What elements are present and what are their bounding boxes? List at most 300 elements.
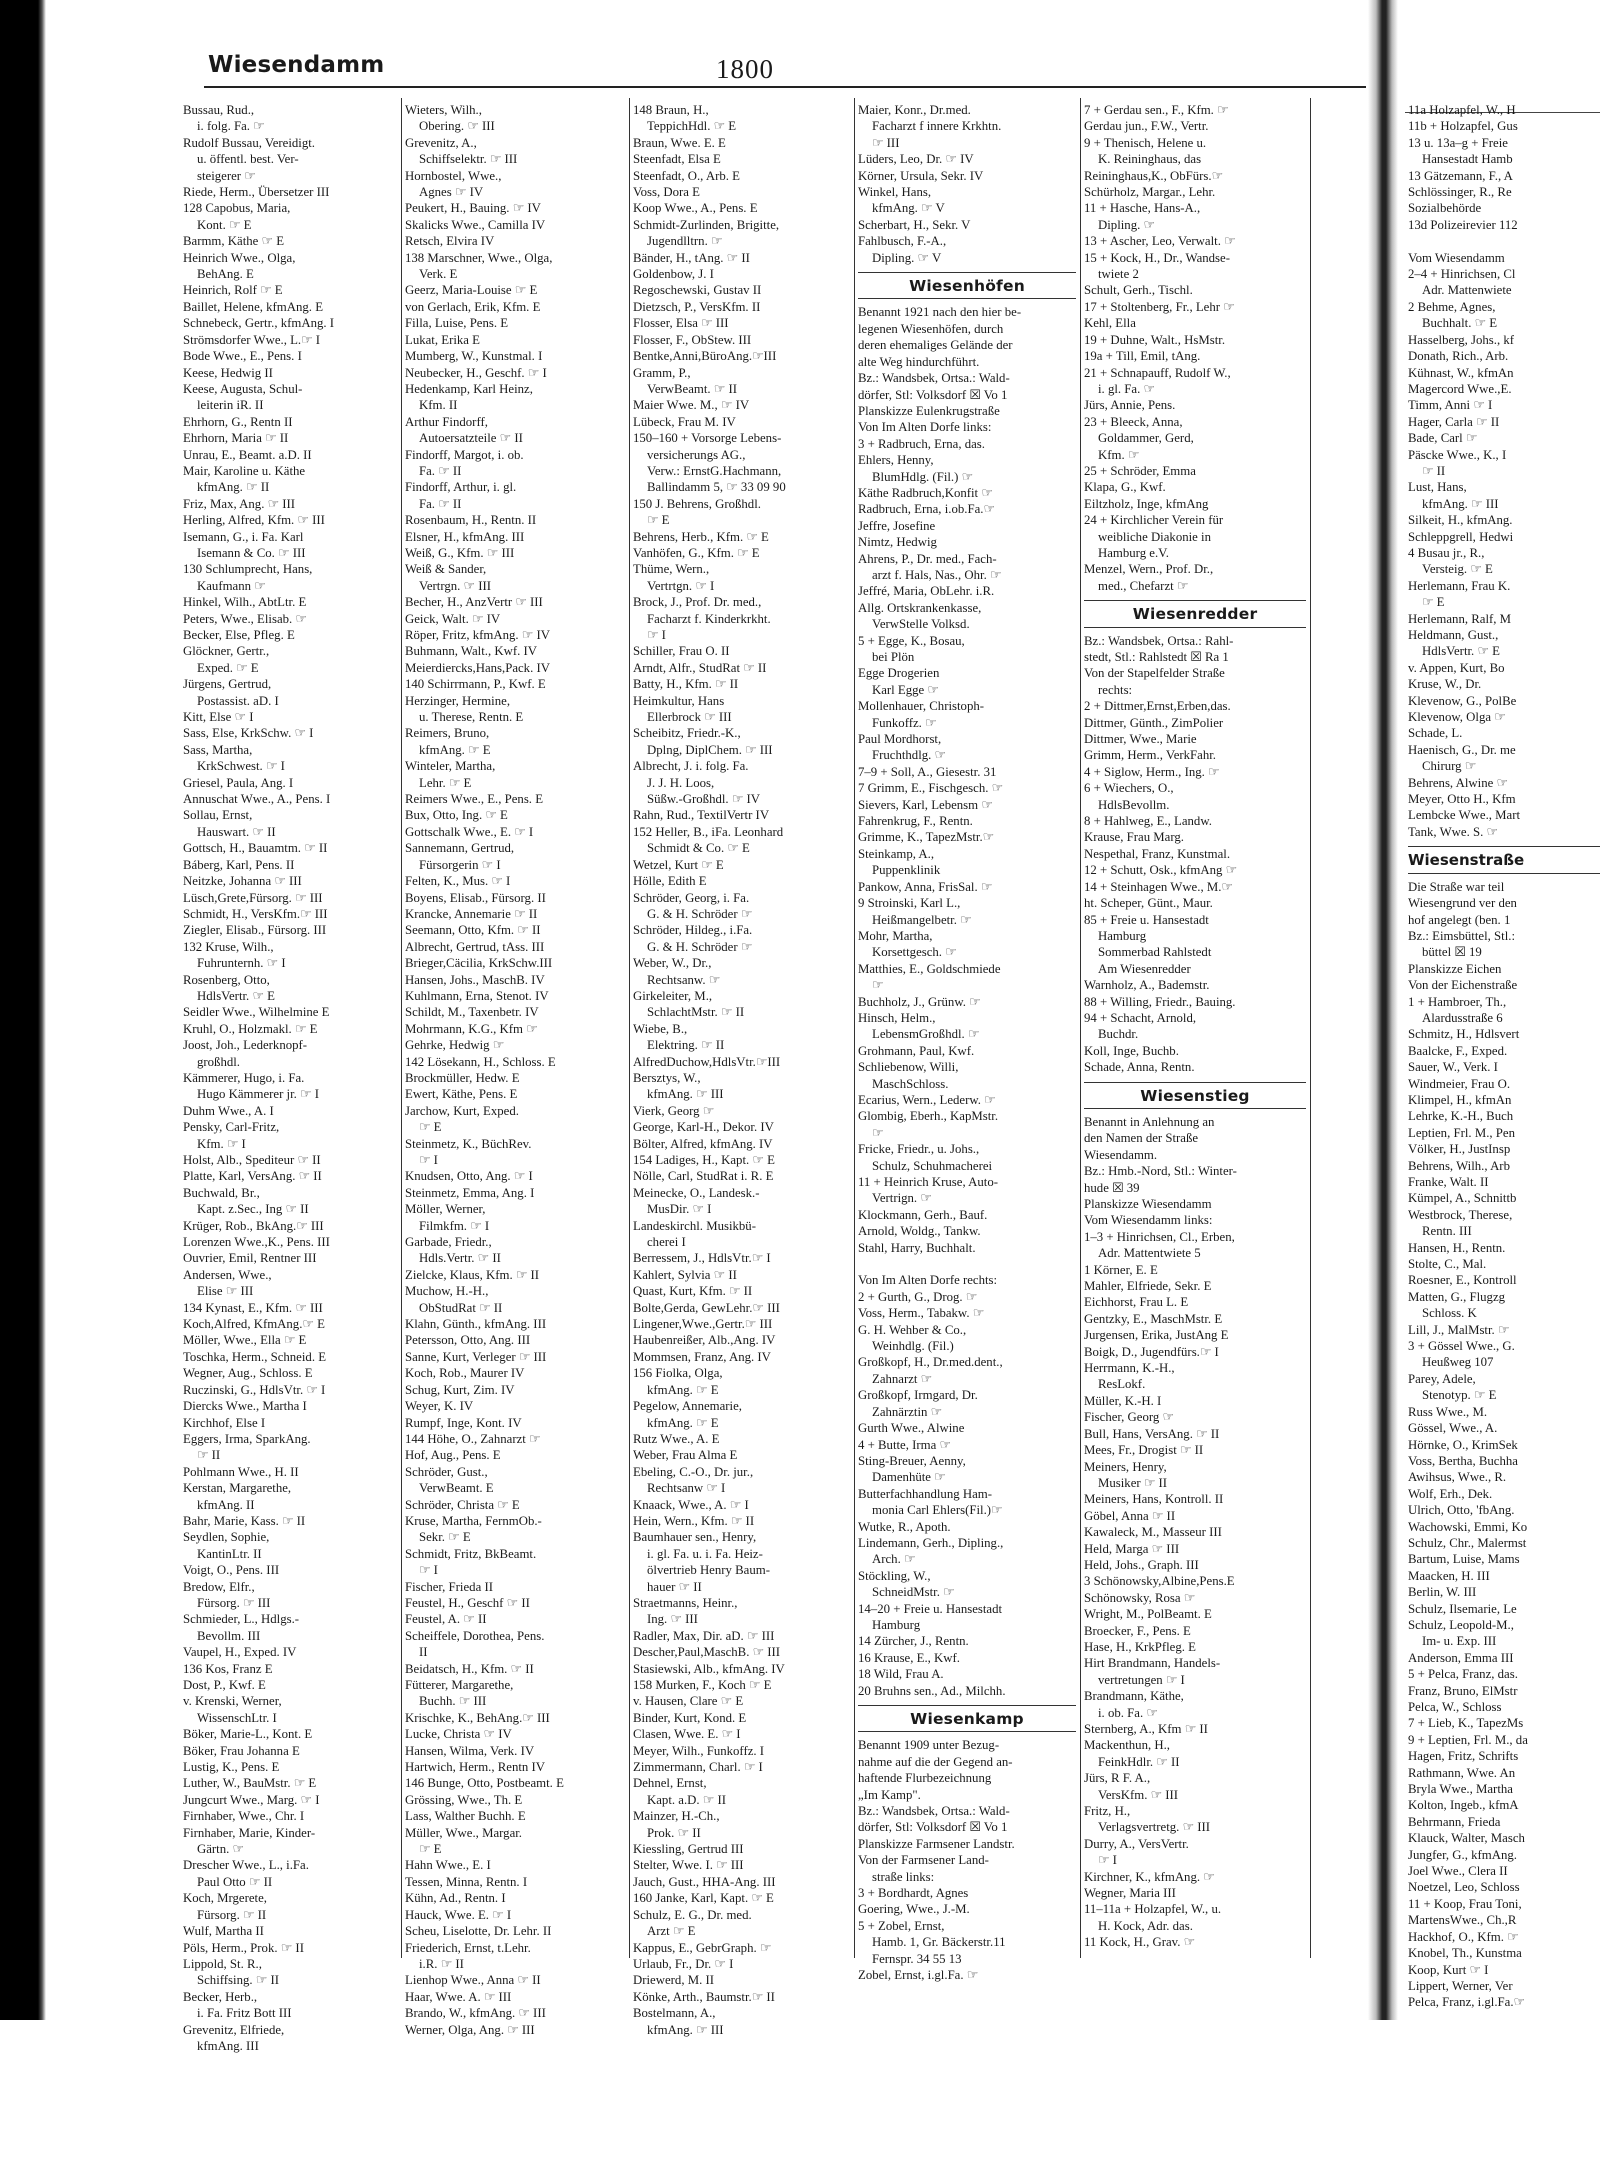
directory-entry: ☞ I (1098, 1853, 1117, 1868)
directory-entry: Hamb. 1, Gr. Bäckerstr.11 (872, 1935, 1006, 1950)
directory-entry: Baumhauer sen., Henry, (633, 1530, 757, 1545)
directory-entry: Schade, L. (1408, 726, 1463, 741)
directory-entry: Hager, Carla ☞ II (1408, 414, 1500, 429)
directory-entry: Russ Wwe., M. (1408, 1404, 1488, 1419)
directory-entry: Buchwald, Br., (183, 1185, 260, 1200)
directory-entry: Planskizze Farmsener Landstr. (858, 1836, 1015, 1851)
directory-entry: Kawaleck, M., Masseur III (1084, 1525, 1222, 1540)
directory-entry: 132 Kruse, Wilh., (183, 939, 274, 954)
directory-entry: Hartwich, Herm., Rentn IV (405, 1760, 546, 1775)
directory-entry: Von Im Alten Dorfe rechts: (858, 1273, 998, 1288)
directory-entry: Sanne, Kurt, Verleger ☞ III (405, 1349, 547, 1364)
directory-entry: BlumHdlg. (Fil.) ☞ (872, 469, 974, 484)
directory-entry: ☞ (872, 1125, 884, 1140)
directory-entry: Lippold, St. R., (183, 1956, 262, 1971)
directory-entry: Girkeleiter, M., (633, 988, 713, 1003)
directory-entry: Flosser, Elsa ☞ III (633, 316, 729, 331)
directory-entry: hude ☒ 39 (1084, 1180, 1140, 1195)
directory-entry: Fa. ☞ II (419, 463, 462, 478)
directory-entry: Schiffselektr. ☞ III (419, 152, 518, 167)
directory-entry: kfmAng. ☞ III (1422, 496, 1499, 511)
directory-entry: Annuschat Wwe., A., Pens. I (183, 792, 331, 807)
directory-entry: Windmeier, Frau O. (1408, 1076, 1511, 1091)
directory-entry: Fahlbusch, F.-A., (858, 234, 947, 249)
directory-entry: Gurth Wwe., Alwine (858, 1421, 965, 1436)
directory-entry: Wutke, R., Apoth. (858, 1519, 951, 1534)
directory-entry: Exped. ☞ E (197, 660, 259, 675)
directory-entry: ☞ I (419, 1153, 438, 1167)
directory-entry: Eichhorst, Frau L. E (1084, 1295, 1189, 1310)
directory-entry: Brockmüller, Hedw. E (405, 1070, 520, 1085)
directory-entry: Päscke Wwe., K., I (1408, 447, 1507, 462)
directory-entry: Ewert, Käthe, Pens. E (405, 1087, 518, 1102)
directory-entry: MusDir. ☞ I (647, 1202, 712, 1217)
directory-entry: Landeskirchl. Musikbü- (633, 1218, 756, 1233)
directory-entry: Fischer, Frieda II (405, 1579, 493, 1594)
directory-entry: Jurgensen, Erika, JustAng E (1084, 1328, 1229, 1343)
directory-entry: 3 + Bordhardt, Agnes (858, 1886, 969, 1901)
directory-entry: Descher,Paul,MaschB. ☞ III (633, 1645, 781, 1660)
directory-entry: Hahn Wwe., E. I (405, 1858, 491, 1873)
directory-entry: Radbruch, Erna, i.ob.Fa.☞ (858, 502, 995, 517)
directory-entry: Göbel, Anna ☞ II (1084, 1508, 1176, 1523)
directory-entry (1408, 233, 1600, 249)
directory-entry: Kaufmann ☞ (197, 578, 266, 593)
directory-entry: Buhmann, Walt., Kwf. IV (405, 644, 538, 659)
directory-entry: Kiessling, Gertrud III (633, 1842, 744, 1857)
directory-entry: Thüme, Wern., (633, 562, 710, 577)
directory-entry: Schönowsky, Rosa ☞ (1084, 1590, 1196, 1605)
directory-entry: Karl Egge ☞ (872, 682, 939, 697)
directory-entry: Kühn, Ad., Rentn. I (405, 1891, 506, 1906)
directory-entry: Held, Marga ☞ III (1084, 1541, 1180, 1556)
directory-entry: Schildt, M., Taxenbetr. IV (405, 1005, 539, 1020)
directory-entry: 1 + Hambroer, Th., (1408, 994, 1507, 1009)
directory-entry: Schröder, Gust., (405, 1464, 488, 1479)
directory-entry: Hackhof, O., Kfm. ☞ (1408, 1929, 1519, 1944)
directory-entry: Wachowski, Emmi, Ko (1408, 1519, 1528, 1534)
directory-entry: Feustel, A. ☞ II (405, 1612, 487, 1627)
directory-entry: v. Krenski, Werner, (183, 1694, 282, 1709)
directory-entry: George, Karl-H., Dekor. IV (633, 1120, 774, 1135)
directory-entry: Warnholz, A., Bademstr. (1084, 978, 1210, 993)
directory-entry: 142 Lösekann, H., Schloss. E (405, 1054, 556, 1069)
directory-entry: Glöckner, Gertr., (183, 644, 270, 659)
directory-entry: Wolf, Erh., Dek. (1408, 1486, 1493, 1501)
directory-entry: Wieters, Wilh., (405, 103, 482, 117)
directory-entry: Geick, Walt. ☞ IV (405, 611, 501, 626)
directory-entry: Grössing, Wwe., Th. E (405, 1792, 523, 1807)
directory-entry: Möller, Werner, (405, 1202, 486, 1217)
directory-entry: Körner, Ursula, Sekr. IV (858, 168, 984, 183)
directory-entry: dörfer, Stl: Volksdorf ☒ Vo 1 (858, 1820, 1008, 1835)
directory-entry: Joel Wwe., Clera II (1408, 1864, 1508, 1879)
directory-entry: Griesel, Paula, Ang. I (183, 775, 294, 790)
directory-entry: HdlsBevollm. (1098, 797, 1170, 812)
directory-entry: Krause, Frau Marg. (1084, 830, 1184, 845)
directory-entry: Zimmermann, Charl. ☞ I (633, 1760, 763, 1775)
directory-entry: Timm, Anni ☞ I (1408, 398, 1493, 413)
directory-entry: 130 Schlumprecht, Hans, (183, 562, 313, 577)
directory-entry: ☞ E (647, 513, 670, 528)
directory-entry: Anderson, Emma III (1408, 1650, 1514, 1665)
directory-entry: Kehl, Ella (1084, 316, 1136, 331)
directory-entry: Hornbostel, Wwe., (405, 168, 502, 183)
directory-entry: Weiß & Sander, (405, 562, 487, 577)
directory-entry: 13d Polizeirevier 112 (1408, 217, 1518, 232)
directory-entry: i. gl. Fa. ☞ (1098, 381, 1155, 396)
directory-entry: Boyens, Elisab., Fürsorg. II (405, 890, 546, 905)
directory-entry: Behrens, Alwine ☞ (1408, 775, 1508, 790)
directory-entry: Schmidt & Co. ☞ E (647, 841, 750, 856)
directory-entry: Butterfachhandlung Ham- (858, 1486, 992, 1501)
directory-entry: Musiker ☞ II (1098, 1475, 1168, 1490)
directory-entry: Haenisch, G., Dr. me (1408, 742, 1516, 757)
directory-entry: „Im Kamp". (858, 1787, 921, 1802)
directory-entry: Rahn, Rud., TextilVertr IV (633, 808, 770, 823)
directory-entry: Matthies, E., Goldschmiede (858, 961, 1001, 976)
directory-entry: 18 Wild, Frau A. (858, 1667, 944, 1682)
directory-entry: Rechtsanw. ☞ (647, 972, 721, 987)
directory-entry: Versteig. ☞ E (1422, 562, 1493, 577)
directory-entry: Verlagsvertretg. ☞ III (1098, 1820, 1211, 1835)
directory-entry: MartensWwe., Ch.,R (1408, 1913, 1517, 1928)
directory-entry: Jungfer, G., kfmAng. (1408, 1847, 1517, 1862)
directory-entry: Parey, Adele, (1408, 1371, 1476, 1386)
directory-entry: LebensmGroßhdl. ☞ (872, 1027, 980, 1042)
directory-entry: Silkeit, H., kfmAng. (1408, 513, 1513, 528)
directory-entry: Fahrenkrug, F., Rentn. (858, 814, 973, 829)
directory-column-6-next-page (1408, 102, 1600, 2010)
directory-entry: VerwBeamt. E (419, 1481, 494, 1496)
directory-entry: Peukert, H., Bauing. ☞ IV (405, 201, 541, 216)
directory-entry: Haar, Wwe. A. ☞ III (405, 1989, 512, 2004)
directory-entry: Driewerd, M. II (633, 1973, 715, 1988)
directory-entry: Bersztys, W., (633, 1070, 701, 1085)
directory-entry: Leptien, Frl. M., Pen (1408, 1125, 1515, 1140)
directory-entry: Ebeling, C.-O., Dr. jur., (633, 1464, 754, 1479)
directory-entry: Wright, M., PolBeamt. E (1084, 1607, 1212, 1622)
directory-entry: Reimers Wwe., E., Pens. E (405, 792, 544, 807)
directory-entry: 13 Gätzemann, F., A (1408, 168, 1513, 183)
directory-entry: Hedenkamp, Karl Heinz, (405, 381, 533, 396)
directory-entry: Holst, Alb., Spediteur ☞ II (183, 1153, 321, 1167)
directory-entry: BehAng. E (197, 267, 254, 282)
directory-entry: Schulz, E. G., Dr. med. (633, 1907, 752, 1922)
directory-entry: Neitzke, Johanna ☞ III (183, 874, 302, 889)
column-divider (854, 98, 855, 1958)
directory-entry: Rutz Wwe., A. E (633, 1431, 720, 1446)
directory-entry: Gottsch, H., Bauamtm. ☞ II (183, 841, 328, 856)
directory-entry: Rosenbaum, H., Rentn. II (405, 513, 537, 528)
directory-entry: Weiß, G., Kfm. ☞ III (405, 545, 515, 560)
directory-entry: kfmAng. ☞ E (419, 742, 491, 757)
directory-entry: Kfm. II (419, 398, 458, 413)
directory-entry: Bölter, Alfred, kfmAng. IV (633, 1136, 773, 1151)
directory-entry: Schmitz, H., Hdlsvert (1408, 1027, 1520, 1042)
directory-entry: nahme auf die der Gegend an- (858, 1754, 1013, 1769)
directory-entry: Lübeck, Frau M. IV (633, 414, 736, 429)
directory-entry: ☞ (872, 978, 884, 993)
directory-entry: Filmkfm. ☞ I (419, 1218, 490, 1233)
directory-entry: Stelter, Wwe. I. ☞ III (633, 1858, 744, 1873)
street-heading: Wiesenhöfen (858, 272, 1076, 299)
directory-entry: Andersen, Wwe., (183, 1267, 272, 1282)
directory-entry: Behrens, Herb., Kfm. ☞ E (633, 529, 769, 544)
directory-entry: Lehr. ☞ E (419, 775, 472, 790)
directory-entry: 13 + Ascher, Leo, Verwalt. ☞ (1084, 234, 1236, 249)
directory-entry: Krancke, Annemarie ☞ II (405, 906, 538, 921)
directory-entry: Donath, Rich., Arb. (1408, 349, 1509, 364)
directory-entry: Kitt, Else ☞ I (183, 710, 254, 725)
directory-entry: Klauck, Walter, Masch (1408, 1831, 1525, 1846)
directory-entry: Hasselberg, Johs., kf (1408, 332, 1515, 347)
directory-entry: Vom Wiesendamm links: (1084, 1213, 1213, 1228)
directory-entry: Klevenow, Olga ☞ (1408, 710, 1506, 725)
directory-entry: 152 Heller, B., iFa. Leonhard (633, 824, 784, 839)
directory-entry: Scheu, Liselotte, Dr. Lehr. II (405, 1924, 552, 1939)
directory-entry: Fütterer, Margarethe, (405, 1678, 514, 1692)
directory-entry: Peters, Wwe., Elisab. ☞ (183, 611, 307, 626)
directory-entry: Fricke, Friedr., u. Johs., (858, 1142, 980, 1157)
directory-entry: Mees, Fr., Drogist ☞ II (1084, 1443, 1204, 1458)
directory-entry: Bode Wwe., E., Pens. I (183, 349, 302, 364)
directory-entry: 1 Körner, E. E (1084, 1262, 1158, 1277)
directory-entry: 16 Krause, E., Kwf. (858, 1650, 960, 1665)
directory-entry: Riede, Herm., Übersetzer III (183, 185, 330, 200)
directory-entry: Hauswart. ☞ II (197, 824, 276, 839)
directory-entry: Wulf, Martha II (183, 1924, 264, 1939)
directory-entry: Duhm Wwe., A. I (183, 1103, 274, 1118)
directory-entry: 88 + Willing, Friedr., Bauing. (1084, 994, 1236, 1009)
directory-entry: Müller, K.-H. I (1084, 1393, 1162, 1408)
directory-entry: 154 Ladiges, H., Kapt. ☞ E (633, 1153, 775, 1167)
directory-entry: Hölle, Edith E (633, 874, 707, 889)
directory-entry: Wegner, Maria III (1084, 1886, 1176, 1901)
directory-entry: Zielcke, Klaus, Kfm. ☞ II (405, 1267, 540, 1282)
directory-entry: straße links: (872, 1869, 935, 1884)
directory-entry: Brock, J., Prof. Dr. med., (633, 595, 762, 610)
directory-entry: 11–11a + Holzapfel, W., u. (1084, 1902, 1222, 1917)
directory-entry: 140 Schirrmann, P., Kwf. E (405, 677, 546, 692)
directory-entry: 20 Bruhns sen., Ad., Milchh. (858, 1683, 1006, 1698)
directory-entry: Buchh. ☞ III (419, 1694, 487, 1709)
directory-entry: Neubecker, H., Geschf. ☞ I (405, 365, 547, 380)
directory-entry: Ellerbrock ☞ III (647, 710, 732, 725)
directory-entry: Grevenitz, A., (405, 135, 477, 150)
directory-entry: Krüger, Rob., BkAng.☞ III (183, 1218, 324, 1233)
directory-entry: 150 J. Behrens, Großhdl. (633, 496, 761, 511)
directory-entry: Becker, Herb., (183, 1989, 258, 2004)
directory-entry: Lindemann, Gerh., Dipling., (858, 1535, 1004, 1550)
page-number: 1800 (716, 54, 774, 84)
directory-entry: Hamburg (1098, 928, 1147, 943)
directory-entry: Pelca, Franz, i.gl.Fa.☞ (1408, 1995, 1526, 2010)
directory-entry: Elsner, H., kfmAng. III (405, 529, 525, 544)
directory-entry: 148 Braun, H., (633, 103, 709, 117)
directory-entry: Jungcurt Wwe., Marg. ☞ I (183, 1792, 320, 1807)
directory-entry: Sass, Martha, (183, 742, 253, 757)
directory-entry: 85 + Freie u. Hansestadt (1084, 912, 1209, 927)
directory-entry: Benannt in Anlehnung an (1084, 1114, 1215, 1129)
directory-entry: Quast, Kurt, Kfm. ☞ II (633, 1284, 753, 1299)
directory-entry: i.R. ☞ II (419, 1956, 464, 1971)
directory-column-2 (405, 102, 625, 2037)
directory-entry: Hagen, Fritz, Schrifts (1408, 1749, 1519, 1764)
directory-entry: HdlsVertr. ☞ E (1422, 644, 1500, 659)
directory-entry: Hirt Brandmann, Handels- (1084, 1656, 1221, 1671)
directory-entry: vertretungen ☞ I (1098, 1672, 1185, 1687)
directory-entry: Grimm, Herm., VerkFahr. (1084, 748, 1216, 763)
directory-entry: Stahl, Harry, Buchhalt. (858, 1240, 976, 1255)
directory-entry: Meyer, Otto H., Kfm (1408, 792, 1516, 807)
directory-entry: Klevenow, G., PolBe (1408, 693, 1517, 708)
directory-entry: Berlin, W. III (1408, 1585, 1477, 1600)
directory-entry: Platte, Karl, VersAng. ☞ II (183, 1169, 322, 1184)
directory-entry: Friederich, Ernst, t.Lehr. (405, 1940, 531, 1955)
directory-entry: Meierdiercks,Hans,Pack. IV (405, 660, 550, 675)
directory-entry: Firnhaber, Wwe., Chr. I (183, 1809, 305, 1824)
directory-entry: leiterin iR. II (197, 398, 264, 413)
directory-entry: Klimpel, H., kfmAn (1408, 1092, 1512, 1107)
directory-entry: Jarchow, Kurt, Exped. (405, 1103, 519, 1118)
directory-entry: Bussau, Rud., (183, 103, 255, 117)
directory-entry: 3 Schönowsky,Albine,Pens.E (1084, 1574, 1235, 1589)
directory-entry: Schliebenow, Willi, (858, 1060, 959, 1075)
directory-entry: 19a + Till, Emil, tAng. (1084, 349, 1201, 364)
directory-entry: Meinecke, O., Landesk.- (633, 1185, 760, 1200)
directory-entry: Joost, Joh., Lederknopf- (183, 1038, 308, 1053)
directory-entry: Gramm, P., (633, 365, 691, 380)
directory-entry: Fürsorgerin ☞ I (419, 857, 501, 872)
book-spine-shadow (0, 0, 46, 2020)
directory-entry: Steinmetz, Emma, Ang. I (405, 1185, 535, 1200)
directory-entry: Facharzt f innere Krkhtn. (872, 119, 1002, 134)
directory-entry: Dost, P., Kwf. E (183, 1678, 266, 1692)
directory-entry: Klockmann, Gerh., Bauf. (858, 1207, 988, 1222)
directory-entry: Allg. Ortskrankenkasse, (858, 600, 982, 615)
directory-entry: Kümpel, A., Schnittb (1408, 1191, 1517, 1206)
directory-entry: Flosser, F., ObStew. III (633, 332, 752, 347)
directory-entry: Findorff, Margot, i. ob. (405, 447, 524, 462)
directory-entry: H. Kock, Adr. das. (1098, 1918, 1193, 1933)
directory-entry: Hamburg e.V. (1098, 545, 1169, 560)
directory-entry: J. J. H. Loos, (647, 775, 715, 790)
directory-entry: TeppichHdl. ☞ E (647, 119, 737, 134)
directory-entry: Garbade, Friedr., (405, 1235, 492, 1250)
directory-entry: Lorenzen Wwe.,K., Pens. III (183, 1235, 330, 1250)
directory-entry: Lehrke, K.-H., Buch (1408, 1109, 1514, 1124)
directory-entry: Käthe Radbruch,Konfit ☞ (858, 485, 993, 500)
directory-entry: Arzt ☞ E (647, 1924, 696, 1939)
directory-entry: Klahn, Günth., kfmAng. III (405, 1317, 547, 1332)
directory-entry: rechts: (1098, 682, 1133, 697)
directory-entry: Vom Wiesendamm (1408, 250, 1505, 265)
directory-entry: Lüders, Leo, Dr. ☞ IV (858, 152, 974, 167)
directory-entry: großhdl. (197, 1054, 241, 1069)
directory-entry: Bredow, Elfr., (183, 1579, 255, 1594)
directory-entry: 2 + Gurth, G., Drog. ☞ (858, 1289, 978, 1304)
directory-entry: Mahler, Elfriede, Sekr. E (1084, 1279, 1212, 1294)
directory-entry: Bz.: Eimsbüttel, Stl.: (1408, 928, 1515, 943)
directory-entry: haftende Flurbezeichnung (858, 1771, 992, 1786)
directory-entry: Straetmanns, Heinr., (633, 1595, 738, 1610)
directory-entry: Schürholz, Margar., Lehr. (1084, 185, 1216, 200)
directory-entry: Lill, J., MalMstr. ☞ (1408, 1322, 1510, 1337)
directory-entry: Bux, Otto, Ing. ☞ E (405, 808, 508, 823)
directory-entry: Isemann & Co. ☞ III (197, 545, 306, 560)
directory-entry: Grimme, K., TapezMstr.☞ (858, 830, 995, 845)
directory-entry: u. öffentl. best. Ver- (197, 152, 299, 167)
directory-entry: Vertrtgn. ☞ I (647, 578, 715, 593)
directory-entry: kfmAng. ☞ II (197, 480, 270, 495)
directory-entry: Agnes ☞ IV (419, 185, 484, 200)
directory-entry: Voss, Dora E (633, 185, 700, 200)
directory-entry: Schmidt, Fritz, BkBeamt. (405, 1546, 537, 1561)
directory-entry: 1–3 + Hinrichsen, Cl., Erben, (1084, 1229, 1235, 1244)
directory-entry: Lust, Hans, (1408, 480, 1467, 495)
directory-entry: Knaack, Wwe., A. ☞ I (633, 1497, 749, 1512)
directory-entry: Verw.: ErnstG.Hachmann, (647, 463, 782, 478)
directory-entry: Arnold, Woldg., Tankw. (858, 1224, 981, 1239)
directory-entry: Findorff, Arthur, i. gl. (405, 480, 517, 495)
directory-entry: Schug, Kurt, Zim. IV (405, 1382, 515, 1397)
street-heading: Wiesenstraße (1408, 846, 1600, 873)
directory-entry: Lucke, Christa ☞ IV (405, 1727, 512, 1742)
directory-entry: 128 Capobus, Maria, (183, 201, 291, 216)
directory-entry: ResLokf. (1098, 1377, 1146, 1392)
directory-entry: 7 + Lieb, K., TapezMs (1408, 1716, 1524, 1731)
directory-entry: Batty, H., Kfm. ☞ II (633, 677, 739, 692)
directory-entry: Franke, Walt. II (1408, 1175, 1489, 1189)
directory-entry: Hörnke, O., KrimSek (1408, 1437, 1518, 1452)
directory-entry: Pelca, W., Schloss (1408, 1700, 1502, 1714)
directory-entry: 9 Stroinski, Karl L., (858, 896, 961, 911)
directory-entry: Ecarius, Wern., Lederw. ☞ (858, 1092, 996, 1107)
directory-entry: Hamburg (872, 1617, 921, 1632)
directory-entry: Hdls.Vertr. ☞ II (419, 1251, 501, 1266)
directory-entry: Krischke, K., BehAng.☞ III (405, 1710, 550, 1725)
directory-entry: Sollau, Ernst, (183, 808, 253, 823)
directory-entry: Bz.: Wandsbek, Ortsa.: Wald- (858, 371, 1010, 386)
directory-entry: Zahnarzt ☞ (872, 1371, 933, 1386)
directory-entry: Prok. ☞ II (647, 1825, 701, 1840)
directory-entry: Berressem, J., HdlsVtr.☞ I (633, 1251, 771, 1266)
directory-entry: Hansen, Johs., MaschB. IV (405, 972, 545, 987)
directory-entry: Von der Eichenstraße (1408, 978, 1518, 993)
directory-entry: Brando, W., kfmAng. ☞ III (405, 2006, 546, 2021)
directory-entry: 14–20 + Freie u. Hansestadt (858, 1601, 1003, 1616)
directory-entry: Baalcke, F., Exped. (1408, 1043, 1508, 1058)
directory-entry: Möller, Wwe., Ella ☞ E (183, 1333, 307, 1348)
directory-entry: ☞ III (872, 135, 900, 150)
directory-entry: 23 + Bleeck, Anna, (1084, 414, 1183, 429)
directory-entry: 9 + Leptien, Frl. M., da (1408, 1732, 1528, 1747)
directory-entry: Weber, W., Dr., (633, 956, 712, 971)
directory-column-3 (633, 102, 851, 2037)
directory-entry: Strömsdorfer Wwe., L.☞ I (183, 332, 321, 347)
directory-entry: Seydlen, Sophie, (183, 1530, 270, 1545)
directory-entry: Werner, Olga, Ang. ☞ III (405, 2022, 535, 2037)
directory-entry: Held, Johs., Graph. III (1084, 1557, 1199, 1572)
directory-entry: 8 + Hahlweg, E., Landw. (1084, 814, 1212, 829)
directory-entry: Ehrhorn, Maria ☞ II (183, 431, 289, 446)
directory-entry: bei Plön (872, 650, 915, 664)
directory-entry: Hein, Wern., Kfm. ☞ II (633, 1513, 755, 1528)
directory-entry: Filla, Luise, Pens. E (405, 316, 509, 331)
directory-entry: Sternberg, A., Kfm ☞ II (1084, 1722, 1208, 1736)
directory-entry: Koch,Alfred, KfmAng.☞ E (183, 1317, 325, 1332)
